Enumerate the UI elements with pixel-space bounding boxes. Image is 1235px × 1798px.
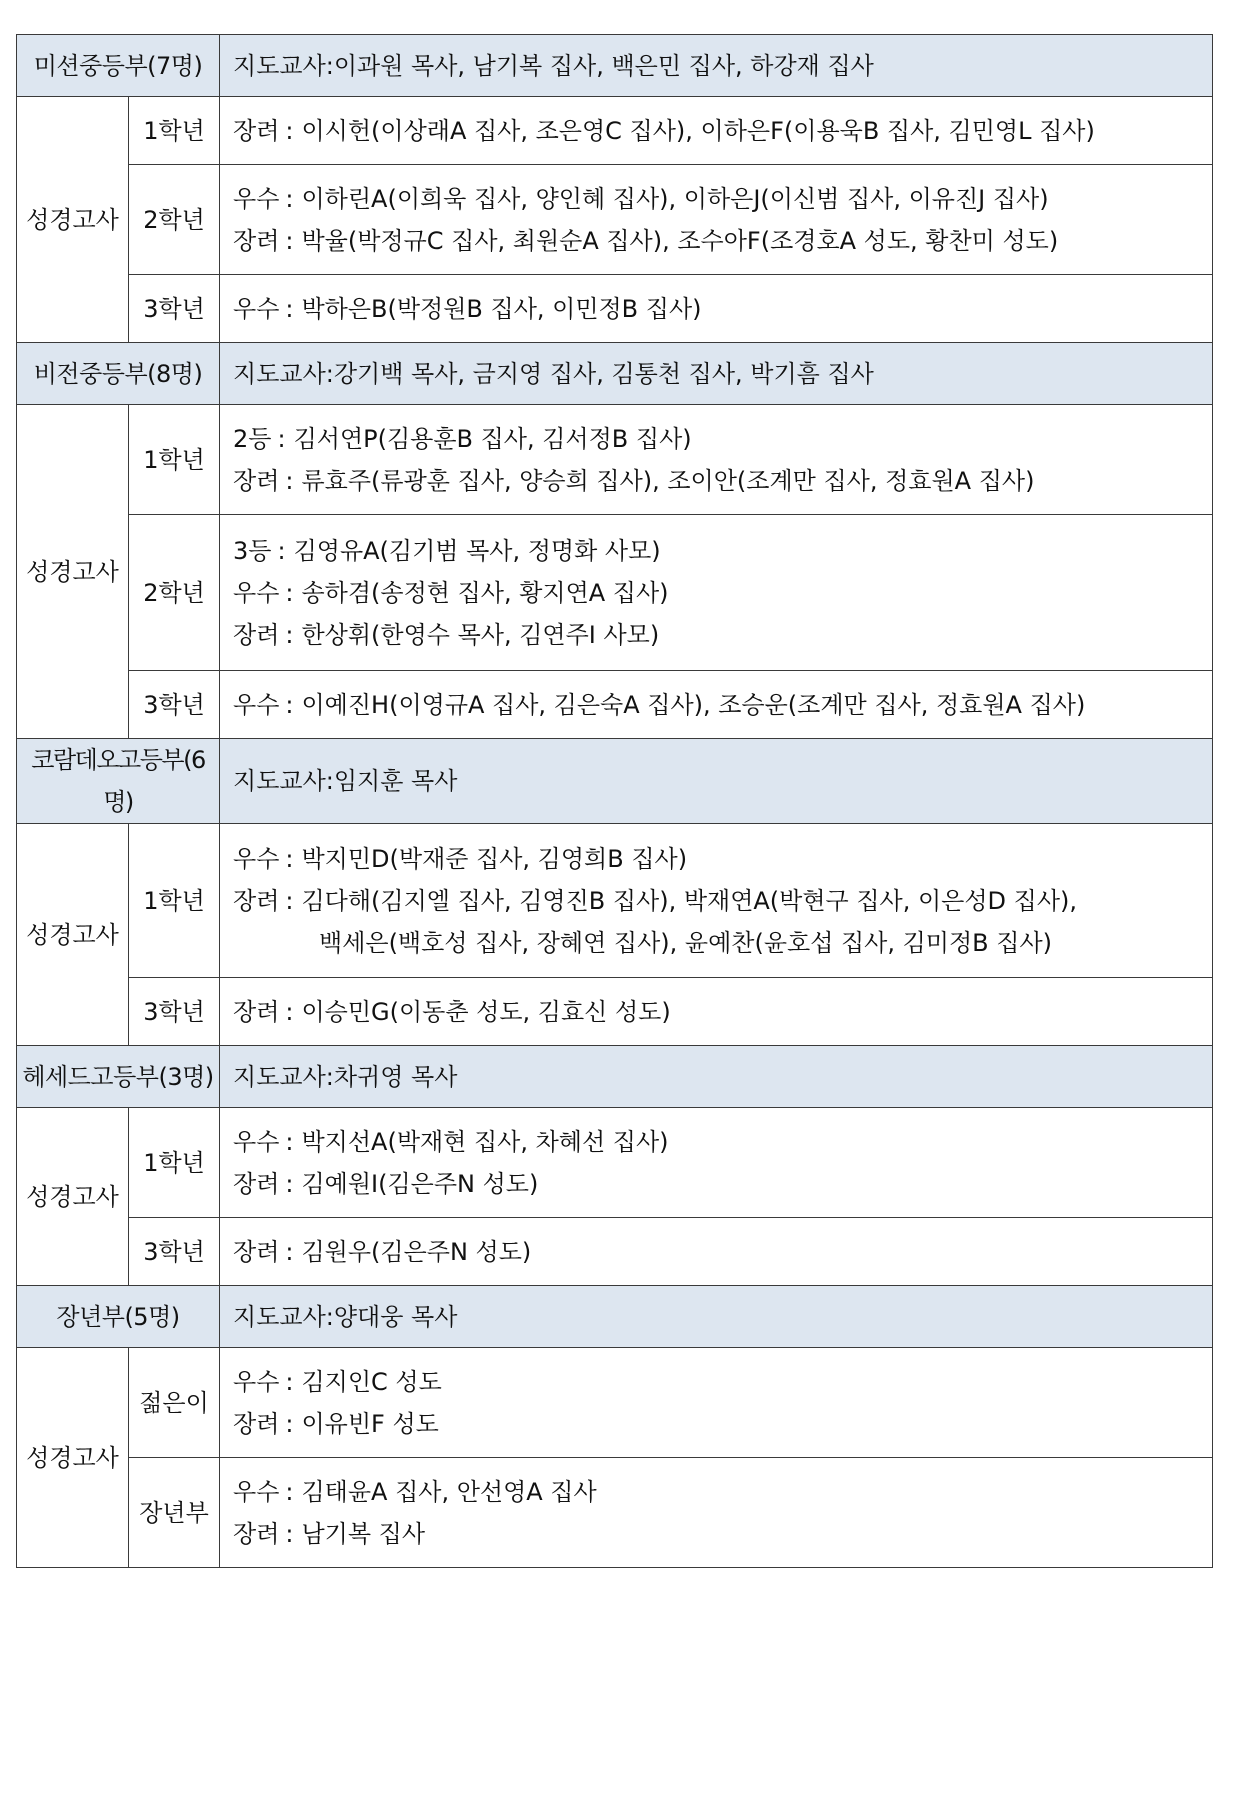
separator: :: [285, 1127, 294, 1156]
awardees-cell: [220, 275, 1213, 343]
section-header: [17, 1046, 1213, 1108]
separator: :: [325, 1302, 334, 1331]
award-names: 김영유A(김기범 목사, 정명화 사모): [293, 536, 661, 565]
award-names: 송하겸(송정현 집사, 황지연A 집사): [301, 578, 669, 607]
separator: :: [285, 1409, 294, 1438]
teacher-cell: [220, 35, 1213, 97]
award-line: [233, 530, 1212, 572]
award-label: 장려: [233, 997, 280, 1026]
grade-row: [17, 1218, 1213, 1286]
category-label: 성경고사: [17, 1108, 129, 1286]
awards-table: [16, 34, 1213, 1568]
award-line: [233, 460, 1212, 502]
award-line: [233, 288, 1212, 330]
separator: :: [325, 767, 334, 795]
grade-label: 2학년: [129, 515, 220, 671]
award-names: 박율(박정규C 집사, 최원순A 집사), 조수아F(조경호A 성도, 황찬미 성도): [301, 226, 1059, 255]
award-names: 남기복 집사: [301, 1519, 426, 1548]
separator: :: [285, 466, 294, 495]
teacher-names: 강기백 목사, 금지영 집사, 김통천 집사, 박기흠 집사: [333, 359, 874, 388]
award-names: 박지민D(박재준 집사, 김영희B 집사): [301, 844, 688, 873]
award-label: 우수: [233, 1367, 280, 1396]
grade-label: 3학년: [129, 671, 220, 739]
separator: :: [285, 294, 294, 323]
award-label: 우수: [233, 578, 280, 607]
award-label: 장려: [233, 1237, 280, 1266]
section-header: [17, 35, 1213, 97]
separator: :: [285, 226, 294, 255]
awardees-cell: [220, 1108, 1213, 1218]
award-line: [233, 1361, 1212, 1403]
teacher-label: 지도교사: [233, 51, 326, 80]
department-name: 코람데오고등부(6명): [17, 739, 220, 824]
award-line: [233, 838, 1212, 880]
award-names: 한상휘(한영수 목사, 김연주I 사모): [301, 620, 660, 649]
grade-row: [17, 1348, 1213, 1458]
grade-row: [17, 978, 1213, 1046]
award-line: [233, 614, 1212, 656]
grade-label: 1학년: [129, 1108, 220, 1218]
award-line: [233, 684, 1212, 726]
award-names: 이시헌(이상래A 집사, 조은영C 집사), 이하은F(이용욱B 집사, 김민영L 집사): [301, 116, 1095, 145]
awardees-cell: [220, 515, 1213, 671]
award-names: 이유빈F 성도: [301, 1409, 439, 1438]
separator: :: [285, 1169, 294, 1198]
grade-label: 3학년: [129, 275, 220, 343]
award-label: 장려: [233, 466, 280, 495]
grade-row: [17, 824, 1213, 978]
award-line: [233, 220, 1212, 262]
teacher-label: 지도교사: [233, 359, 326, 388]
separator: :: [285, 997, 294, 1026]
award-names: 류효주(류광훈 집사, 양승희 집사), 조이안(조계만 집사, 정효원A 집사): [301, 466, 1035, 495]
award-names: 김지인C 성도: [301, 1367, 442, 1396]
award-names: 박지선A(박재현 집사, 차혜선 집사): [301, 1127, 669, 1156]
award-names: 김다해(김지엘 집사, 김영진B 집사), 박재연A(박현구 집사, 이은성D 집사),: [301, 886, 1078, 915]
grade-label: 장년부: [129, 1458, 220, 1568]
grade-row: [17, 275, 1213, 343]
department-name: 헤세드고등부(3명): [17, 1046, 220, 1108]
award-line: [233, 1163, 1212, 1205]
award-label: 우수: [233, 844, 280, 873]
grade-row: [17, 515, 1213, 671]
awards-table-body: [17, 35, 1213, 1568]
awardees-cell: [220, 1218, 1213, 1286]
separator: :: [325, 51, 334, 80]
separator: :: [285, 844, 294, 873]
category-label: 성경고사: [17, 97, 129, 343]
grade-row: [17, 405, 1213, 515]
award-line: [233, 1231, 1212, 1273]
awardees-cell: [220, 824, 1213, 978]
teacher-label: 지도교사: [233, 1302, 326, 1331]
award-names: 이승민G(이동춘 성도, 김효신 성도): [301, 997, 671, 1026]
separator: :: [285, 184, 294, 213]
grade-label: 3학년: [129, 1218, 220, 1286]
awardees-cell: [220, 671, 1213, 739]
grade-label: 1학년: [129, 97, 220, 165]
grade-row: [17, 1108, 1213, 1218]
awardees-cell: [220, 1348, 1213, 1458]
award-line: [233, 178, 1212, 220]
award-label: 장려: [233, 620, 280, 649]
separator: :: [285, 116, 294, 145]
teacher-names: 차귀영 목사: [333, 1062, 458, 1091]
grade-label: 2학년: [129, 165, 220, 275]
teacher-cell: [220, 343, 1213, 405]
teacher-cell: [220, 1046, 1213, 1108]
separator: :: [277, 536, 286, 565]
award-label: 2등: [233, 424, 272, 453]
grade-row: [17, 97, 1213, 165]
award-label: 장려: [233, 886, 280, 915]
grade-label: 1학년: [129, 405, 220, 515]
category-label: 성경고사: [17, 1348, 129, 1568]
teacher-cell: [220, 1286, 1213, 1348]
award-names: 김태윤A 집사, 안선영A 집사: [301, 1477, 597, 1506]
awardees-cell: [220, 165, 1213, 275]
grade-label: 젊은이: [129, 1348, 220, 1458]
award-names: 김예원I(김은주N 성도): [301, 1169, 539, 1198]
award-names: 김원우(김은주N 성도): [301, 1237, 532, 1266]
awardees-cell: [220, 405, 1213, 515]
separator: :: [285, 1477, 294, 1506]
section-header: [17, 739, 1213, 824]
award-line: [233, 572, 1212, 614]
section-header: [17, 1286, 1213, 1348]
award-names: 이예진H(이영규A 집사, 김은숙A 집사), 조승운(조계만 집사, 정효원A 집사): [301, 690, 1086, 719]
grade-row: [17, 165, 1213, 275]
teacher-label: 지도교사: [233, 1062, 326, 1091]
award-line: [233, 1471, 1212, 1513]
teacher-names: 이과원 목사, 남기복 집사, 백은민 집사, 하강재 집사: [333, 51, 874, 80]
department-name: 미션중등부(7명): [17, 35, 220, 97]
award-label: 장려: [233, 1519, 280, 1548]
award-label: 우수: [233, 184, 280, 213]
separator: :: [285, 1519, 294, 1548]
separator: :: [285, 690, 294, 719]
separator: :: [285, 1367, 294, 1396]
award-line: [233, 110, 1212, 152]
teacher-names: 임지훈 목사: [333, 767, 458, 795]
grade-label: 3학년: [129, 978, 220, 1046]
category-label: 성경고사: [17, 405, 129, 739]
separator: :: [277, 424, 286, 453]
department-name: 비전중등부(8명): [17, 343, 220, 405]
award-label: 3등: [233, 536, 272, 565]
award-line: [233, 991, 1212, 1033]
award-label: 우수: [233, 1127, 280, 1156]
department-name: 장년부(5명): [17, 1286, 220, 1348]
award-line: [233, 880, 1212, 922]
award-names: 박하은B(박정원B 집사, 이민정B 집사): [301, 294, 702, 323]
awardees-cell: [220, 978, 1213, 1046]
awardees-cell: [220, 97, 1213, 165]
awardees-cell: [220, 1458, 1213, 1568]
grade-row: [17, 1458, 1213, 1568]
grade-label: 1학년: [129, 824, 220, 978]
separator: :: [285, 620, 294, 649]
award-names: 백세은(백호성 집사, 장혜연 집사), 윤예찬(윤호섭 집사, 김미정B 집사): [319, 928, 1053, 957]
award-line: [233, 418, 1212, 460]
award-label: 우수: [233, 690, 280, 719]
award-line: [233, 1403, 1212, 1445]
category-label: 성경고사: [17, 824, 129, 1046]
separator: :: [325, 1062, 334, 1091]
award-label: 우수: [233, 1477, 280, 1506]
teacher-names: 양대웅 목사: [333, 1302, 458, 1331]
award-line: [233, 1121, 1212, 1163]
award-label: 장려: [233, 226, 280, 255]
teacher-cell: [220, 739, 1213, 824]
award-label: 장려: [233, 116, 280, 145]
separator: :: [285, 886, 294, 915]
award-label: 우수: [233, 294, 280, 323]
award-names: 이하린A(이희욱 집사, 양인혜 집사), 이하은J(이신범 집사, 이유진J 집사): [301, 184, 1049, 213]
award-line: [233, 1513, 1212, 1555]
award-label: 장려: [233, 1169, 280, 1198]
separator: :: [325, 359, 334, 388]
award-label: 장려: [233, 1409, 280, 1438]
section-header: [17, 343, 1213, 405]
separator: :: [285, 578, 294, 607]
award-names: 김서연P(김용훈B 집사, 김서정B 집사): [293, 424, 692, 453]
separator: :: [285, 1237, 294, 1266]
grade-row: [17, 671, 1213, 739]
award-line-continuation: [233, 922, 1212, 964]
teacher-label: 지도교사: [233, 767, 326, 795]
